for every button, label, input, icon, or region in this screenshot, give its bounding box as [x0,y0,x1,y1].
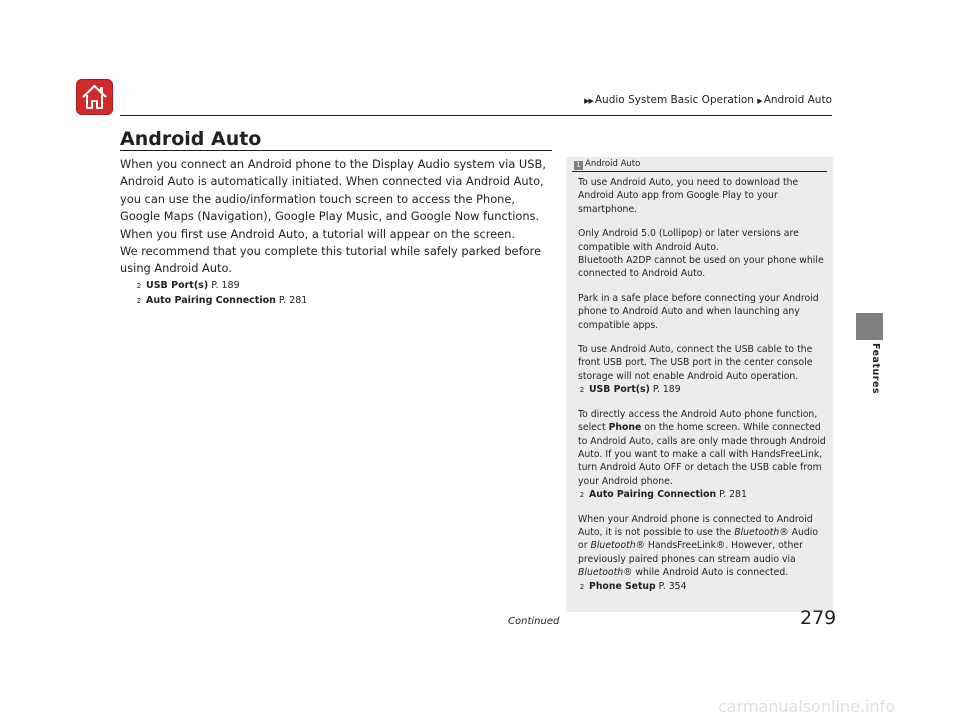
reference-arrow-icon: 2 [136,296,142,305]
reference-page: P. 189 [211,279,240,291]
reference-label: Auto Pairing Connection [589,489,717,501]
note-paragraph [578,513,828,580]
page-title: Android Auto [120,128,262,150]
reference-arrow-icon: 2 [579,491,585,500]
reference-page: P. 281 [278,294,308,306]
reference-label: USB Port(s) [146,279,209,291]
note-paragraph: To use Android Auto, connect the USB cable to the front USB port. The USB port in the center console storage will not enable Android Auto operation. [578,344,813,382]
note-text-bluetooth: Bluetooth [734,526,780,538]
home-icon [80,83,109,111]
note-heading-text: Android Auto [585,159,641,169]
reference-page: P. 189 [652,384,681,396]
section-tab-label: Features [870,343,881,395]
reference-page: P. 354 [658,580,687,592]
note-cross-reference-auto-pairing[interactable] [578,488,828,501]
reference-arrow-icon: 2 [579,386,585,395]
note-text: ® Audio or [578,526,819,552]
side-note-panel [566,157,833,612]
watermark: carmanualsonline.info [718,697,896,716]
breadcrumb-current-android-auto: Android Auto [763,94,832,106]
note-text: To directly access the Android Auto phone function, select [578,408,818,434]
cross-reference-usb-ports[interactable] [135,278,556,293]
note-text: When your Android phone is connected to Android Auto, it is not possible to use the [578,513,813,538]
note-text: ® while Android Auto is connected. [623,567,789,579]
breadcrumb-arrow-icon: ▶ [757,97,762,105]
reference-label: Phone Setup [589,580,656,592]
note-text: on the home screen. While connected to Android Auto, calls are only made through Android Auto. If you want to make a call with HandsFreeLink, turn Android Auto OFF or detach the USB cable from your Android phone. [578,422,826,487]
note-text-bluetooth: Bluetooth [590,540,636,552]
note-text-phone: Phone [608,422,642,434]
body-paragraph: We recommend that you complete this tutorial while safely parked before using Android Auto. [120,244,541,276]
continued-label: Continued [508,616,560,627]
note-marker-icon: 1 [574,161,583,170]
note-paragraph: Park in a safe place before connecting your Android phone to Android Auto and when launching any compatible apps. [578,292,819,331]
reference-label: USB Port(s) [589,384,650,396]
main-body [120,156,556,308]
breadcrumb-link-audio-system[interactable]: Audio System Basic Operation [594,94,754,106]
reference-page: P. 281 [719,489,747,501]
note-paragraph: To use Android Auto, you need to download the Android Auto app from Google Play to your smartphone. [578,177,799,215]
note-divider [572,171,827,172]
cross-reference-auto-pairing[interactable] [135,293,556,308]
body-paragraph: When you connect an Android phone to the Display Audio system via USB, Android Auto is automatically initiated. When connected via Android Auto, you can use the audio/information touch screen to access the Phone, Google Maps (Navigation), Google Play Music, and Google Now functions. When you first use Android Auto, a tutorial will appear on the screen. [120,157,546,241]
reference-arrow-icon: 2 [579,582,585,591]
breadcrumb-arrow-icon: ▶▶ [584,97,593,105]
home-button[interactable] [76,79,113,115]
header-divider [120,115,832,116]
section-tab-marker[interactable] [856,313,883,340]
note-text: ® HandsFreeLink®. However, other previously paired phones can stream audio via [578,540,803,565]
note-body [578,176,828,593]
page-number: 279 [800,607,837,629]
breadcrumb [584,94,832,106]
title-divider [120,150,552,151]
note-cross-reference-usb-ports[interactable] [578,383,828,396]
note-cross-reference-phone-setup[interactable] [578,580,828,593]
note-text-bluetooth: Bluetooth [578,567,624,579]
reference-arrow-icon: 2 [136,281,142,290]
note-paragraph: Bluetooth A2DP cannot be used on your phone while connected to Android Auto. [578,255,824,280]
note-heading [574,159,640,170]
reference-label: Auto Pairing Connection [146,294,276,306]
note-paragraph: Only Android 5.0 (Lollipop) or later versions are compatible with Android Auto. [578,228,799,253]
note-paragraph [578,408,828,488]
